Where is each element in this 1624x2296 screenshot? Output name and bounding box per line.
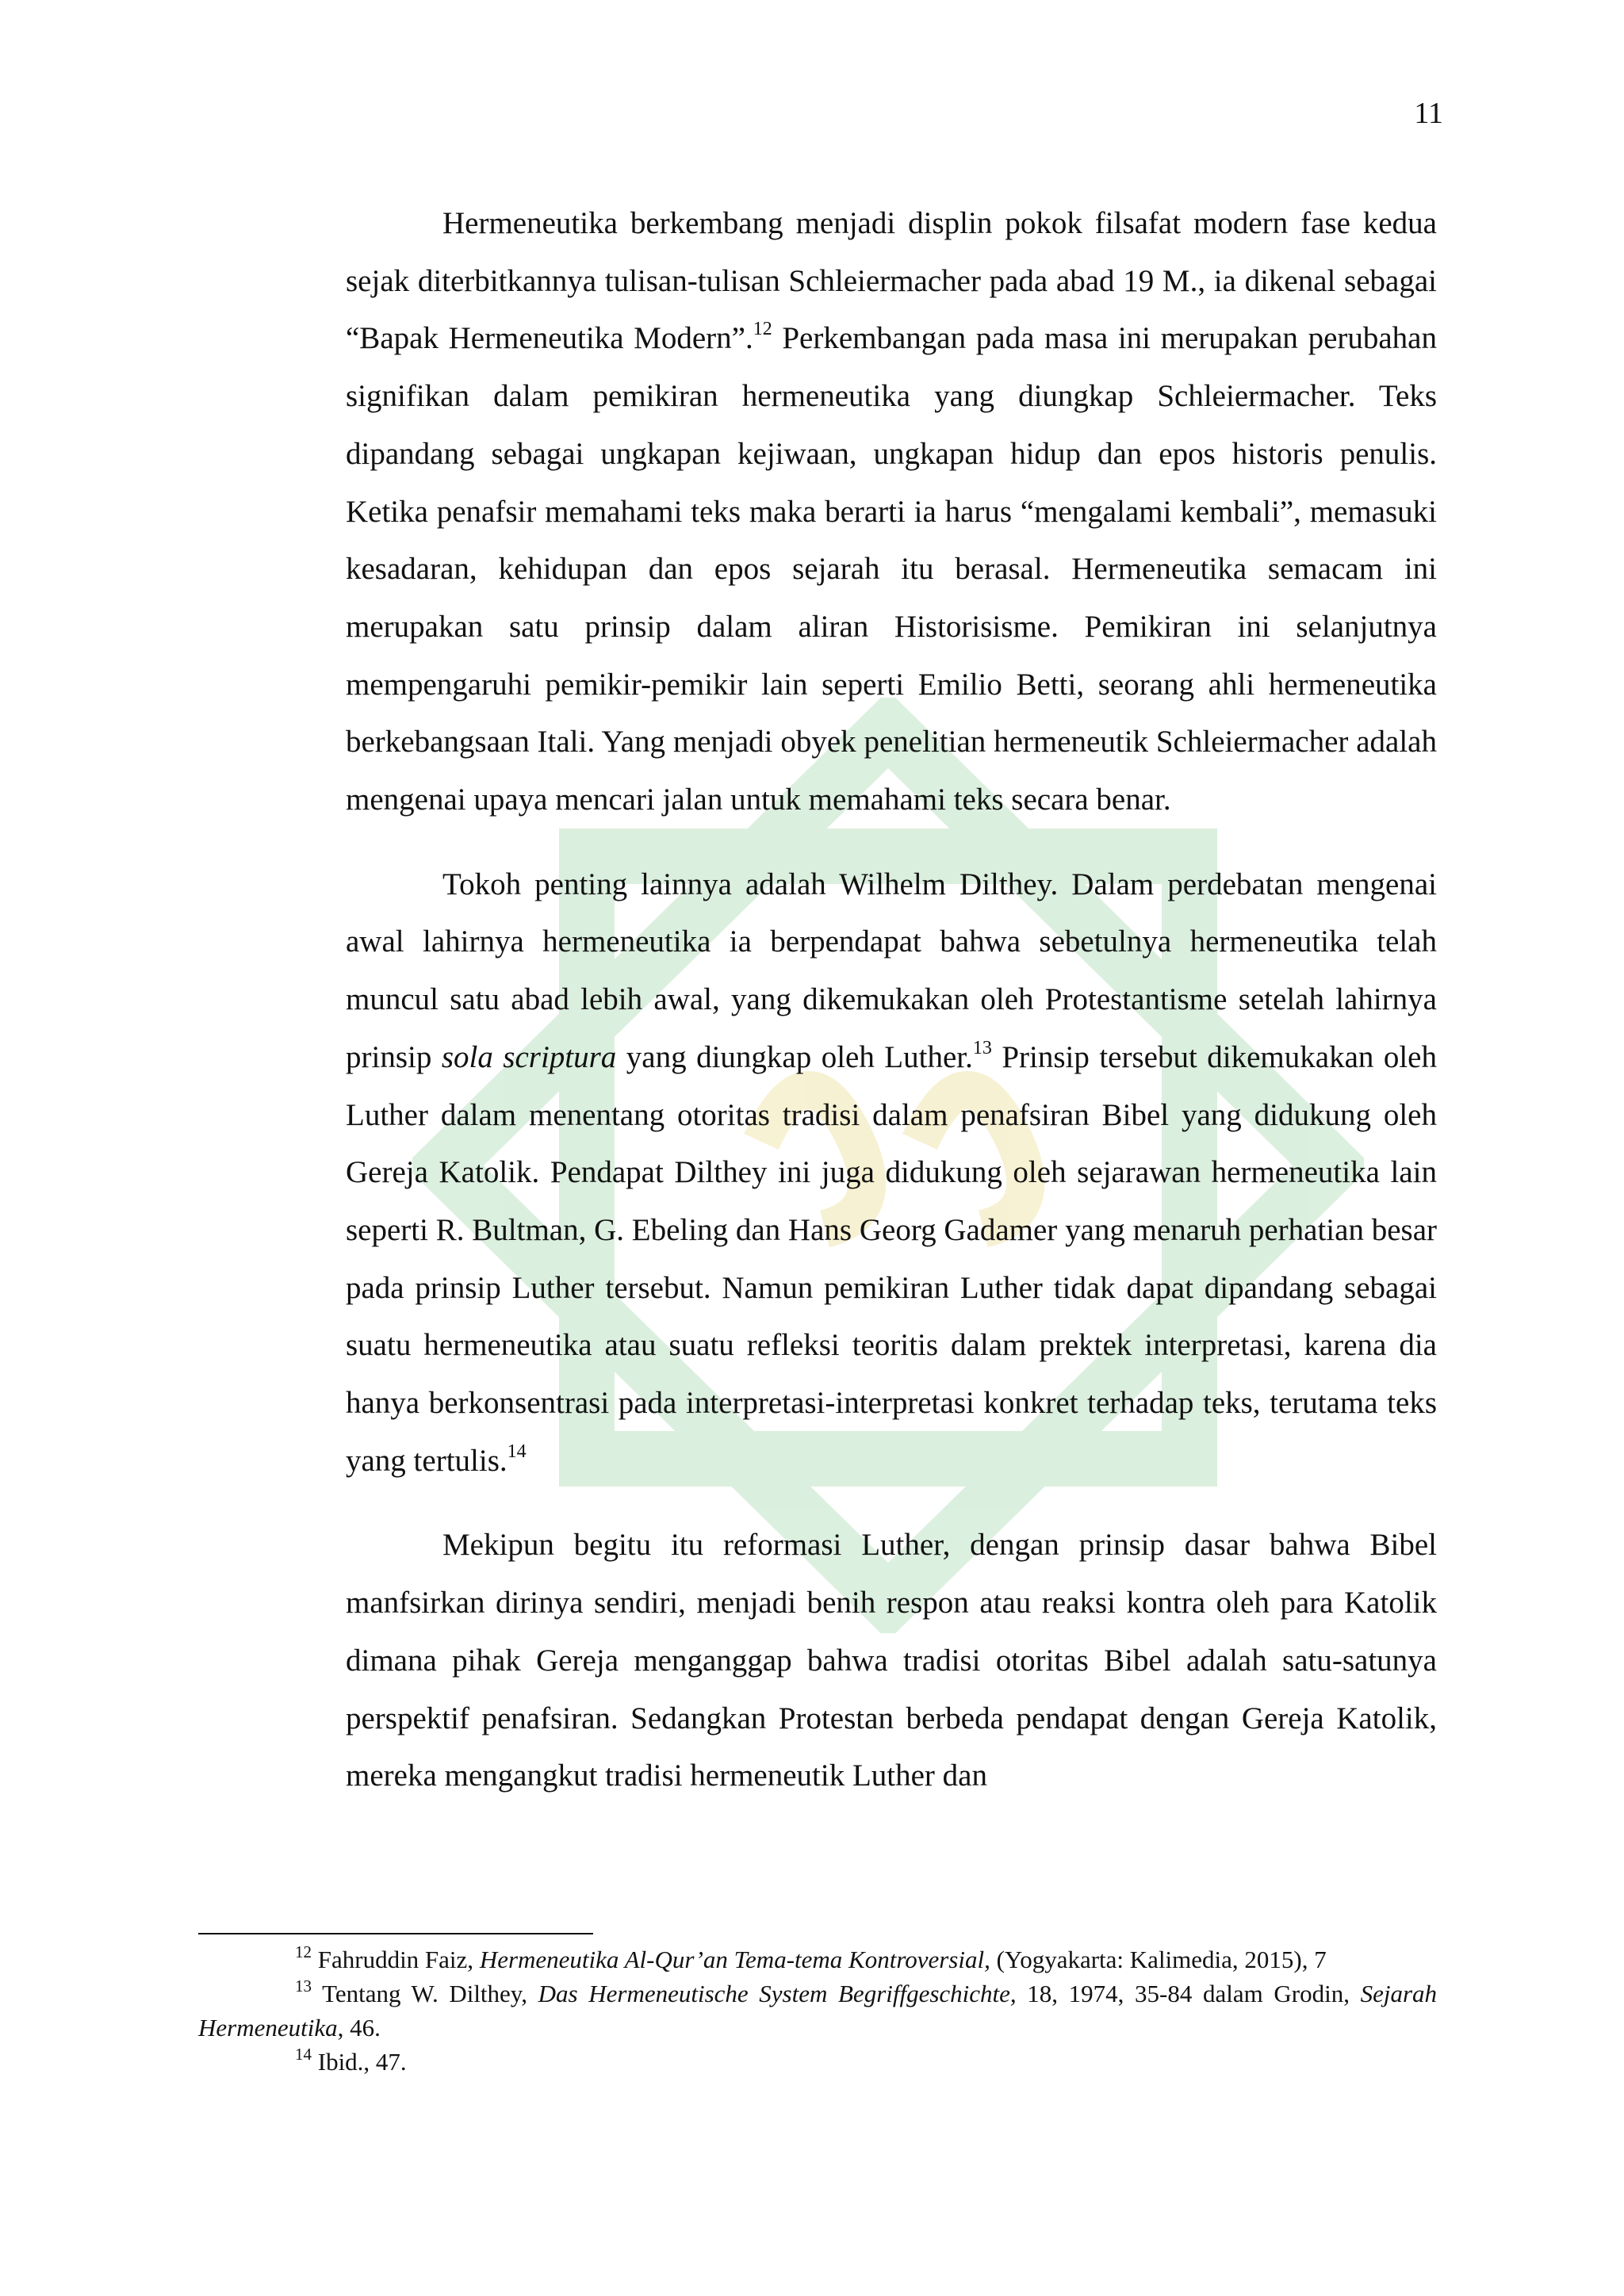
footnote-divider [198,1933,593,1934]
footnote-number: 14 [295,2045,312,2064]
footnote-text: Fahruddin Faiz, [312,1946,480,1973]
footnote-number: 13 [295,1976,312,1996]
footnotes [198,1942,1437,2079]
footnote-text: 18, 1974, 35-84 dalam Grodin, [1016,1980,1361,2007]
footnote-title: Das Hermeneutische System Begriffgeschichte, [538,1980,1017,2007]
footnote-title: Sejarah Hermeneutika [198,1980,1438,2042]
paragraph-1-text-a: Hermeneutika berkembang menjadi displin pokok filsafat modern fase kedua sejak diterbitkannya tulisan-tulisan Schleiermacher pada abad 19 M., ia dikenal sebagai “Bapak Hermeneutika Modern”. [346,206,1437,356]
footnote-number: 12 [295,1942,312,1961]
paragraph-2 [346,856,1437,1490]
sola-scriptura-term: sola scriptura [441,1039,617,1074]
footnote-ref-14[interactable]: 14 [507,1441,527,1462]
paragraph-1-text-b: Perkembangan pada masa ini merupakan perubahan signifikan dalam pemikiran hermeneutika yang diungkap Schleiermacher. Teks dipandang sebagai ungkapan kejiwaan, ungkapan hidup dan epos historis penulis. Ketika penafsir memahami teks maka berarti ia harus “mengalami kembali”, memasuki kesadaran, kehidupan dan epos sejarah itu berasal. Hermeneutika semacam ini merupakan satu prinsip dalam aliran Historisisme. Pemikiran ini selanjutnya mempengaruhi pemikir-pemikir lain seperti Emilio Betti, seorang ahli hermeneutika berkebangsaan Itali. Yang menjadi obyek penelitian hermeneutik Schleiermacher adalah mengenai upaya mencari jalan untuk memahami teks secara benar. [346,321,1437,817]
footnote-text: Ibid., 47. [312,2048,407,2076]
paragraph-2-text-a: Tokoh penting lainnya adalah Wilhelm Dilthey. Dalam perdebatan mengenai awal lahirnya hermeneutika ia berpendapat bahwa sebetulnya hermeneutika telah muncul satu abad lebih awal, yang dikemukakan oleh Protestantisme setelah lahirnya prinsip [346,867,1437,1074]
footnote-13 [198,1976,1437,2045]
footnote-title: Hermeneutika Al-Qur’an Tema-tema Kontroversial, [479,1946,990,1973]
paragraph-1 [346,195,1437,829]
footnote-text: (Yogyakarta: Kalimedia, 2015), 7 [990,1946,1327,1973]
paragraph-2-text-b: yang diungkap oleh Luther. [616,1039,973,1074]
body-text [346,195,1437,1805]
footnote-text: Tentang W. Dilthey, [312,1980,538,2007]
footnote-14 [198,2045,1437,2079]
page-number: 11 [1414,97,1443,130]
footnote-12 [198,1942,1437,1976]
footnote-ref-12[interactable]: 12 [753,319,772,340]
footnote-ref-13[interactable]: 13 [972,1037,992,1058]
footnote-text: , 46. [337,2014,381,2042]
paragraph-3: Mekipun begitu itu reformasi Luther, dengan prinsip dasar bahwa Bibel manfsirkan dirinya sendiri, menjadi benih respon atau reaksi kontra oleh para Katolik dimana pihak Gereja menganggap bahwa tradisi otoritas Bibel adalah satu-satunya perspektif penafsiran. Sedangkan Protestan berbeda pendapat dengan Gereja Katolik, mereka mengangkut tradisi hermeneutik Luther dan [346,1528,1437,1793]
paragraph-2-text-c: Prinsip tersebut dikemukakan oleh Luther dalam menentang otoritas tradisi dalam penafsiran Bibel yang didukung oleh Gereja Katolik. Pendapat Dilthey ini juga didukung oleh sejarawan hermeneutika lain seperti R. Bultman, G. Ebeling dan Hans Georg Gadamer yang menaruh perhatian besar pada prinsip Luther tersebut. Namun pemikiran Luther tidak dapat dipandang sebagai suatu hermeneutika atau suatu refleksi teoritis dalam prektek interpretasi, karena dia hanya berkonsentrasi pada interpretasi-interpretasi konkret terhadap teks, terutama teks yang tertulis. [346,1039,1437,1478]
